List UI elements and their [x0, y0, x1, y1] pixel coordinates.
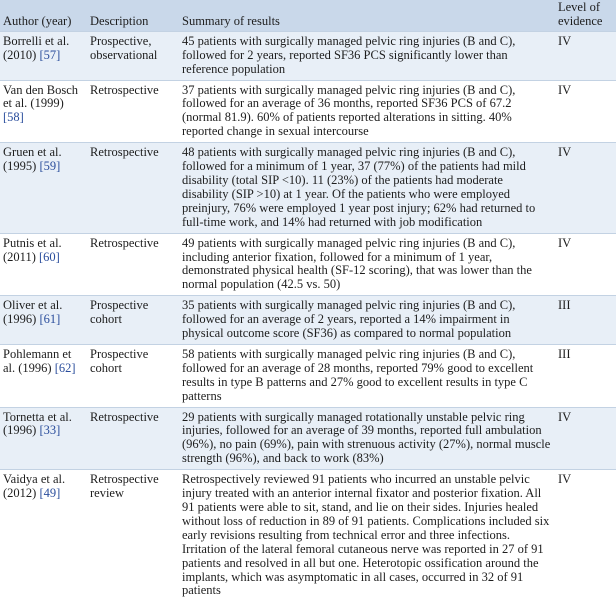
table-row — [0, 80, 616, 143]
reference-link[interactable]: [62] — [54, 360, 76, 375]
author-text: Tornetta et al. (1996) — [3, 409, 72, 438]
author-text: Borrelli et al. (2010) — [3, 33, 70, 62]
reference-link[interactable]: [60] — [39, 249, 60, 264]
reference-link[interactable]: [57] — [39, 47, 61, 62]
cell-description: Prospective, observational — [90, 33, 158, 62]
cell-level: IV — [558, 409, 572, 424]
table-row — [0, 233, 616, 296]
author-text: Putnis et al. (2011) — [3, 235, 62, 264]
cell-author — [0, 344, 87, 407]
cell-description: Prospective cohort — [90, 346, 149, 375]
cell-description: Retrospective — [90, 235, 159, 250]
cell-author — [0, 80, 87, 143]
cell-level: IV — [558, 82, 572, 97]
cell-level: IV — [558, 145, 572, 160]
author-text: Van den Bosch et al. (1999) — [3, 82, 78, 111]
cell-summary: 35 patients with surgically managed pelvic ring injuries (B and C), followed for an average of 2 years, reported a 14% impairment in physical outcome score (SF36) as compared to normal population — [182, 298, 516, 341]
table-row — [0, 31, 616, 80]
cell-author — [0, 470, 87, 602]
cell-author — [0, 143, 87, 233]
reference-link[interactable]: [58] — [3, 110, 24, 125]
table-row — [0, 143, 616, 233]
cell-summary: 58 patients with surgically managed pelvic ring injuries (B and C), followed for an average of 28 months, reported 79% good to excellent results in type B patterns and 27% good to excellent results in type C patterns — [182, 346, 534, 403]
cell-description: Retrospective — [90, 82, 159, 97]
header-summary: Summary of results — [182, 13, 280, 28]
reference-link[interactable]: [59] — [39, 159, 61, 174]
cell-summary: 49 patients with surgically managed pelvic ring injuries (B and C), including anterior fixation, followed for a minimum of 1 year, demonstrated physical health (SF-12 scoring), that was lower than the normal population (42.5 vs. 50) — [182, 235, 532, 292]
cell-level: III — [558, 298, 571, 313]
header-author: Author (year) — [3, 13, 72, 28]
cell-level: IV — [558, 33, 572, 48]
cell-author — [0, 407, 87, 470]
header-description: Description — [90, 13, 149, 28]
table-row — [0, 344, 616, 407]
cell-summary: 29 patients with surgically managed rotationally unstable pelvic ring injuries, followed for an average of 39 months, reported full ambulation (96%), no pain (69%), pain with strenuous activity (27%), normal muscle strength (96%), and back to work (83%) — [182, 409, 551, 466]
author-text: Gruen et al. (1995) — [3, 145, 62, 174]
author-text: Oliver et al. (1996) — [3, 298, 63, 327]
table-row — [0, 470, 616, 602]
table-row — [0, 407, 616, 470]
reference-link[interactable]: [33] — [39, 423, 61, 438]
reference-link[interactable]: [49] — [39, 486, 61, 501]
author-text: Vaidya et al. (2012) — [3, 472, 66, 501]
cell-summary: 45 patients with surgically managed pelvic ring injuries (B and C), followed for 2 years, reported SF36 PCS significantly lower than reference population — [182, 33, 516, 76]
cell-level: IV — [558, 472, 572, 487]
reference-link[interactable]: [61] — [39, 312, 61, 327]
cell-level: III — [558, 346, 571, 361]
cell-level: IV — [558, 235, 572, 250]
cell-author — [0, 296, 87, 345]
cell-author — [0, 31, 87, 80]
cell-summary: 37 patients with surgically managed pelvic ring injuries (B and C), followed for an average of 36 months, reported SF36 PCS of 67.2 (normal 81.9). 60% of patients reported alterations in sitting. 40% reported change in sexual intercourse — [182, 82, 516, 139]
author-text: Pohlemann et al. (1996) — [3, 346, 72, 375]
table-row — [0, 296, 616, 345]
cell-description: Retrospective — [90, 145, 159, 160]
cell-description: Retrospective — [90, 409, 159, 424]
cell-description: Prospective cohort — [90, 298, 149, 327]
cell-summary: Retrospectively reviewed 91 patients who incurred an unstable pelvic injury treated with an anterior internal fixator and posterior fixation. All 91 patients were able to sit, stand, and lie on their sides. Injuries healed without loss of reduction in 89 of 91 patients. Complications included six early revisions resulting from technical error and three infections. Irritation of the lateral femoral cutaneous nerve was reported in 27 of 91 patients and resolved in all but one. Heterotopic ossification around the implants, which was asymptomatic in all cases, occurred in 32 of 91 patients — [182, 472, 550, 598]
cell-summary: 48 patients with surgically managed pelvic ring injuries (B and C), followed for a minimum of 1 year, 37 (77%) of the patients had mild disability (total SIP <10). 11 (23%) of the patients had moderate disability (SIP >10) at 1 year. Of the patients who were employed preinjury, 76% were employed 1 year post injury; 62% had returned to full-time work, and 14% had returned with job modification — [182, 145, 536, 229]
cell-description: Retrospective review — [90, 472, 159, 501]
header-level: Level of evidence — [558, 0, 603, 28]
cell-author — [0, 233, 87, 296]
table-header-row — [0, 0, 616, 31]
